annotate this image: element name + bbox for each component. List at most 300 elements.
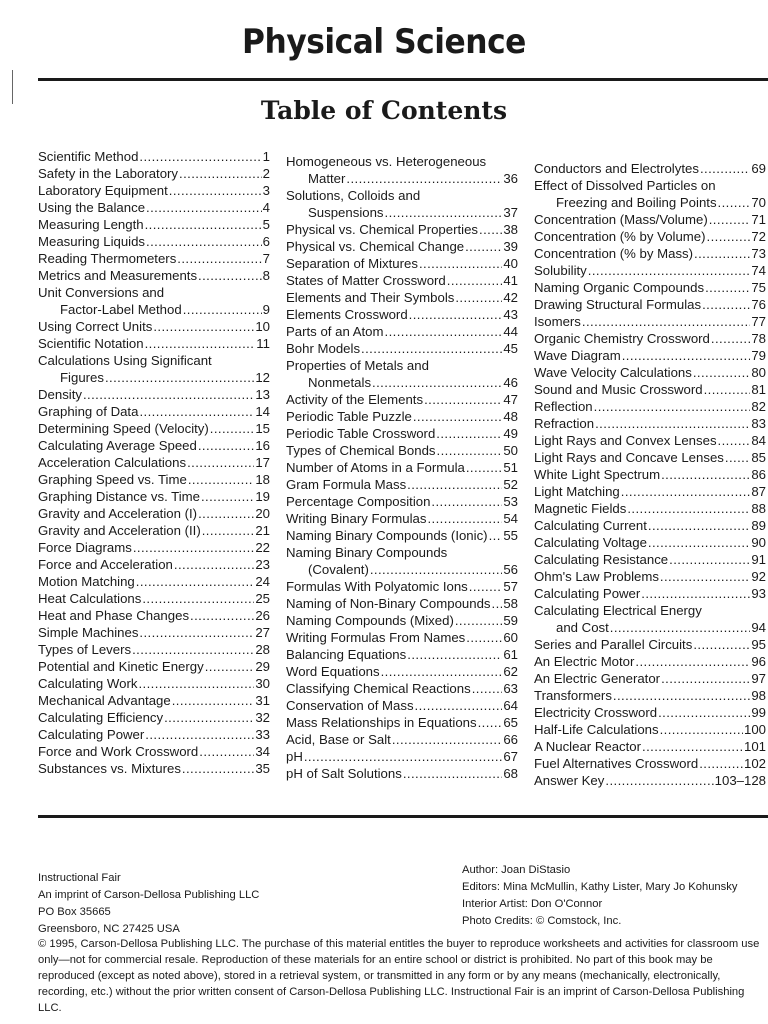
dot-leader <box>139 148 261 165</box>
toc-entry <box>534 177 766 211</box>
toc-page-number: 20 <box>255 506 270 521</box>
toc-entry-title: Balancing Equations <box>286 647 407 662</box>
toc-page-number: 60 <box>503 630 518 645</box>
toc-entry <box>286 272 518 289</box>
toc-page-number: 103–128 <box>714 773 766 788</box>
toc-entry <box>286 612 518 629</box>
toc-entry <box>286 765 518 782</box>
toc-entry <box>38 182 270 199</box>
toc-page-number: 21 <box>255 523 270 538</box>
toc-entry-title: Periodic Table Puzzle <box>286 409 412 424</box>
page-title: Physical Science <box>242 22 526 62</box>
toc-entry <box>534 211 766 228</box>
toc-entry-title: Effect of Dissolved Particles on <box>534 178 716 193</box>
toc-entry-title: Percentage Composition <box>286 494 431 509</box>
toc-entry-title: Calculating Power <box>534 586 641 601</box>
toc-entry <box>286 476 518 493</box>
toc-entry <box>286 187 518 221</box>
dot-leader <box>642 738 743 755</box>
toc-page-number: 64 <box>503 698 518 713</box>
dot-leader <box>660 568 750 585</box>
toc-entry <box>286 663 518 680</box>
toc-page-number: 84 <box>751 433 766 448</box>
toc-entry <box>286 221 518 238</box>
toc-entry <box>38 743 270 760</box>
toc-entry <box>38 284 270 318</box>
toc-page-number: 26 <box>255 608 270 623</box>
toc-page-number: 79 <box>751 348 766 363</box>
toc-page-number: 45 <box>503 341 518 356</box>
dot-leader <box>694 245 750 262</box>
toc-entry <box>38 454 270 471</box>
toc-entry <box>38 658 270 675</box>
dot-leader <box>198 505 254 522</box>
toc-entry-title: Graphing Distance vs. Time <box>38 489 200 504</box>
toc-entry-title: Refraction <box>534 416 595 431</box>
toc-entry <box>534 568 766 585</box>
toc-entry-title: Conservation of Mass <box>286 698 414 713</box>
toc-page-number: 8 <box>262 268 270 283</box>
toc-entry-title: Homogeneous vs. Heterogeneous <box>286 154 487 169</box>
toc-entry <box>38 624 270 641</box>
dot-leader <box>174 556 254 573</box>
toc-entry-title: Reading Thermometers <box>38 251 177 266</box>
toc-page-number: 102 <box>743 756 766 771</box>
toc-entry-title: Calculating Resistance <box>534 552 669 567</box>
dot-leader <box>403 765 503 782</box>
toc-entry-title-cont: and Cost <box>556 620 609 635</box>
dot-leader <box>199 743 254 760</box>
toc-page-number: 82 <box>751 399 766 414</box>
toc-entry <box>534 313 766 330</box>
toc-page-number: 34 <box>255 744 270 759</box>
toc-entry <box>38 556 270 573</box>
toc-page-number: 24 <box>255 574 270 589</box>
toc-entry-title: Mechanical Advantage <box>38 693 171 708</box>
dot-leader <box>455 289 502 306</box>
toc-entry-title: Concentration (% by Volume) <box>534 229 706 244</box>
credit-line: Interior Artist: Don O'Connor <box>462 898 603 910</box>
toc-entry <box>38 250 270 267</box>
dot-leader <box>621 483 751 500</box>
toc-entry-title: Concentration (Mass/Volume) <box>534 212 708 227</box>
toc-entry <box>38 437 270 454</box>
toc-page-number: 72 <box>751 229 766 244</box>
toc-entry-title: Electricity Crossword <box>534 705 658 720</box>
dot-leader <box>183 301 262 318</box>
dot-leader <box>648 517 750 534</box>
toc-entry-title: Solubility <box>534 263 587 278</box>
toc-entry-title: Answer Key <box>534 773 605 788</box>
toc-heading: Table of Contents <box>260 96 508 125</box>
toc-entry <box>286 646 518 663</box>
toc-column-1 <box>38 148 270 777</box>
toc-entry <box>286 544 518 578</box>
toc-entry <box>534 534 766 551</box>
dot-leader <box>419 255 502 272</box>
toc-page-number: 93 <box>751 586 766 601</box>
toc-page-number: 89 <box>751 518 766 533</box>
toc-page-number: 87 <box>751 484 766 499</box>
toc-entry <box>286 493 518 510</box>
toc-entry <box>286 289 518 306</box>
toc-page-number: 88 <box>751 501 766 516</box>
toc-entry <box>38 420 270 437</box>
toc-entry <box>286 442 518 459</box>
toc-entry <box>286 153 518 187</box>
dot-leader <box>424 391 502 408</box>
toc-entry <box>38 607 270 624</box>
toc-entry-title: Wave Diagram <box>534 348 621 363</box>
toc-entry-title: Using Correct Units <box>38 319 153 334</box>
toc-entry <box>286 255 518 272</box>
toc-entry-title: Acceleration Calculations <box>38 455 187 470</box>
toc-entry-title: An Electric Generator <box>534 671 661 686</box>
dot-leader <box>635 653 750 670</box>
toc-entry <box>286 714 518 731</box>
toc-entry-title: Sound and Music Crossword <box>534 382 703 397</box>
toc-entry-title: Light Rays and Concave Lenses <box>534 450 724 465</box>
toc-entry-title: An Electric Motor <box>534 654 635 669</box>
toc-entry-title: Scientific Method <box>38 149 139 164</box>
toc-entry <box>286 238 518 255</box>
dot-leader <box>146 233 262 250</box>
toc-page-number: 57 <box>503 579 518 594</box>
toc-entry <box>38 641 270 658</box>
toc-page-number: 62 <box>503 664 518 679</box>
toc-entry <box>534 687 766 704</box>
toc-page-number: 44 <box>503 324 518 339</box>
toc-entry-title: Types of Levers <box>38 642 132 657</box>
dot-leader <box>145 335 256 352</box>
toc-page-number: 86 <box>751 467 766 482</box>
toc-entry <box>286 459 518 476</box>
toc-entry <box>286 306 518 323</box>
dot-leader <box>610 619 751 636</box>
dot-leader <box>455 612 502 629</box>
dot-leader <box>169 182 262 199</box>
dot-leader <box>153 318 254 335</box>
dot-leader <box>648 534 750 551</box>
toc-entry-title: Unit Conversions and <box>38 285 165 300</box>
toc-entry-title: Drawing Structural Formulas <box>534 297 702 312</box>
dot-leader <box>711 330 750 347</box>
toc-entry <box>286 527 518 544</box>
toc-page-number: 50 <box>503 443 518 458</box>
toc-page-number: 90 <box>751 535 766 550</box>
toc-entry-title: Organic Chemistry Crossword <box>534 331 710 346</box>
dot-leader <box>472 680 503 697</box>
toc-entry <box>286 629 518 646</box>
toc-entry <box>38 675 270 692</box>
toc-page-number: 11 <box>256 336 270 351</box>
dot-leader <box>164 709 254 726</box>
toc-entry-title: Force Diagrams <box>38 540 132 555</box>
toc-page-number: 80 <box>751 365 766 380</box>
toc-page-number: 69 <box>751 161 766 176</box>
toc-entry <box>286 323 518 340</box>
toc-page-number: 5 <box>262 217 270 232</box>
dot-leader <box>413 408 502 425</box>
dot-leader <box>205 658 255 675</box>
toc-page-number: 39 <box>503 239 518 254</box>
toc-page-number: 29 <box>255 659 270 674</box>
toc-page-number: 46 <box>503 375 518 390</box>
dot-leader <box>594 398 751 415</box>
toc-entry-title: Writing Binary Formulas <box>286 511 427 526</box>
toc-page-number: 78 <box>751 331 766 346</box>
toc-entry <box>534 551 766 568</box>
toc-entry-title: Naming Binary Compounds (Ionic) <box>286 528 488 543</box>
toc-page-number: 10 <box>255 319 270 334</box>
toc-entry <box>38 233 270 250</box>
toc-entry-title: Concentration (% by Mass) <box>534 246 694 261</box>
toc-entry-title: Calculating Electrical Energy <box>534 603 702 618</box>
dot-leader <box>605 772 713 789</box>
toc-entry-title: Calculations Using Significant <box>38 353 212 368</box>
dot-leader <box>661 670 750 687</box>
toc-entry-title: Graphing of Data <box>38 404 139 419</box>
toc-page-number: 33 <box>255 727 270 742</box>
toc-entry <box>534 721 766 738</box>
toc-page-number: 36 <box>503 171 518 186</box>
toc-page-number: 16 <box>255 438 270 453</box>
toc-page-number: 51 <box>503 460 518 475</box>
toc-entry <box>534 381 766 398</box>
dot-leader <box>188 471 255 488</box>
toc-entry-title: Measuring Length <box>38 217 144 232</box>
dot-leader <box>588 262 751 279</box>
dot-leader <box>702 296 750 313</box>
toc-entry-title: Bohr Models <box>286 341 361 356</box>
dot-leader <box>407 476 502 493</box>
toc-entry <box>534 449 766 466</box>
toc-entry-title: Properties of Metals and <box>286 358 429 373</box>
toc-entry-title: Safety in the Laboratory <box>38 166 179 181</box>
toc-entry <box>534 415 766 432</box>
toc-page-number: 76 <box>751 297 766 312</box>
toc-entry-title: States of Matter Crossword <box>286 273 446 288</box>
toc-entry <box>38 335 270 352</box>
toc-entry <box>534 262 766 279</box>
toc-entry <box>38 709 270 726</box>
bottom-divider <box>38 815 768 818</box>
toc-entry-title: Fuel Alternatives Crossword <box>534 756 699 771</box>
toc-page-number: 81 <box>751 382 766 397</box>
toc-page-number: 27 <box>255 625 270 640</box>
toc-entry <box>534 364 766 381</box>
dot-leader <box>182 760 254 777</box>
toc-entry <box>534 500 766 517</box>
toc-entry-title: Light Rays and Convex Lenses <box>534 433 717 448</box>
toc-entry-title: Number of Atoms in a Formula <box>286 460 465 475</box>
dot-leader <box>478 714 503 731</box>
toc-entry <box>534 636 766 653</box>
toc-entry <box>38 216 270 233</box>
dot-leader <box>479 221 502 238</box>
toc-entry-title: Force and Work Crossword <box>38 744 199 759</box>
dot-leader <box>469 578 503 595</box>
toc-entry-title: Substances vs. Mixtures <box>38 761 181 776</box>
toc-entry-title: Writing Formulas From Names <box>286 630 466 645</box>
dot-leader <box>198 267 262 284</box>
toc-entry-title: Half-Life Calculations <box>534 722 659 737</box>
toc-entry-title: Acid, Base or Salt <box>286 732 391 747</box>
toc-entry <box>38 726 270 743</box>
toc-page-number: 65 <box>503 715 518 730</box>
toc-entry <box>534 279 766 296</box>
toc-entry <box>534 245 766 262</box>
dot-leader <box>705 279 750 296</box>
toc-entry <box>38 386 270 403</box>
toc-page-number: 73 <box>751 246 766 261</box>
toc-entry-title: Types of Chemical Bonds <box>286 443 436 458</box>
dot-leader <box>198 437 254 454</box>
toc-entry-title: Transformers <box>534 688 612 703</box>
toc-entry-title: Naming Organic Compounds <box>534 280 705 295</box>
toc-entry <box>286 340 518 357</box>
toc-entry <box>38 488 270 505</box>
toc-entry-title: Periodic Table Crossword <box>286 426 436 441</box>
publisher-line: Instructional Fair <box>38 872 121 884</box>
toc-column-3 <box>534 160 766 789</box>
toc-entry-title: Physical vs. Chemical Change <box>286 239 465 254</box>
toc-page-number: 3 <box>262 183 270 198</box>
toc-entry-title: Determining Speed (Velocity) <box>38 421 209 436</box>
toc-entry-title: Simple Machines <box>38 625 139 640</box>
toc-page-number: 35 <box>255 761 270 776</box>
toc-entry-title-cont: Figures <box>60 370 104 385</box>
toc-entry <box>38 148 270 165</box>
toc-page-number: 23 <box>255 557 270 572</box>
toc-entry-title-cont: Nonmetals <box>308 375 372 390</box>
dot-leader <box>661 466 750 483</box>
toc-entry-title: Elements Crossword <box>286 307 408 322</box>
toc-entry <box>286 510 518 527</box>
toc-entry-title-cont: (Covalent) <box>308 562 369 577</box>
toc-entry-title: Naming Compounds (Mixed) <box>286 613 454 628</box>
toc-page-number: 7 <box>262 251 270 266</box>
toc-entry <box>534 330 766 347</box>
toc-page-number: 101 <box>743 739 766 754</box>
credit-line: Photo Credits: © Comstock, Inc. <box>462 915 622 927</box>
toc-entry <box>286 391 518 408</box>
dot-leader <box>622 347 751 364</box>
credit-line: Author: Joan DiStasio <box>462 864 571 876</box>
dot-leader <box>142 590 254 607</box>
toc-page-number: 67 <box>503 749 518 764</box>
toc-entry-title-cont: Factor-Label Method <box>60 302 182 317</box>
toc-entry-title: Using the Balance <box>38 200 146 215</box>
dot-leader <box>409 306 503 323</box>
dot-leader <box>385 323 503 340</box>
toc-page-number: 71 <box>751 212 766 227</box>
credit-line: Editors: Mina McMullin, Kathy Lister, Mary Jo Kohunsky <box>462 881 738 893</box>
toc-page-number: 4 <box>262 200 270 215</box>
toc-entry-title: Naming Binary Compounds <box>286 545 448 560</box>
toc-entry-title: Gram Formula Mass <box>286 477 407 492</box>
toc-page-number: 25 <box>255 591 270 606</box>
dot-leader <box>427 510 502 527</box>
toc-entry <box>534 653 766 670</box>
toc-page-number: 68 <box>503 766 518 781</box>
toc-page-number: 53 <box>503 494 518 509</box>
toc-entry <box>534 670 766 687</box>
dot-leader <box>704 381 751 398</box>
toc-page-number: 14 <box>255 404 270 419</box>
toc-page-number: 70 <box>751 195 766 210</box>
toc-entry <box>38 352 270 386</box>
toc-entry <box>286 697 518 714</box>
toc-page-number: 48 <box>503 409 518 424</box>
dot-leader <box>415 697 503 714</box>
toc-page-number: 12 <box>255 370 270 385</box>
toc-entry <box>286 731 518 748</box>
dot-leader <box>718 432 751 449</box>
toc-page-number: 74 <box>751 263 766 278</box>
toc-page-number: 47 <box>503 392 518 407</box>
toc-entry <box>286 680 518 697</box>
toc-page-number: 17 <box>255 455 270 470</box>
dot-leader <box>613 687 750 704</box>
dot-leader <box>83 386 254 403</box>
toc-entry <box>534 602 766 636</box>
dot-leader <box>172 692 255 709</box>
dot-leader <box>392 731 503 748</box>
toc-entry-title: Calculating Current <box>534 518 647 533</box>
toc-page-number: 30 <box>255 676 270 691</box>
toc-entry-title-cont: Suspensions <box>308 205 384 220</box>
dot-leader <box>139 624 254 641</box>
toc-entry-title: Calculating Average Speed <box>38 438 197 453</box>
toc-page-number: 38 <box>503 222 518 237</box>
dot-leader <box>725 449 750 466</box>
toc-entry <box>38 471 270 488</box>
dot-leader <box>201 488 254 505</box>
toc-entry-title: Series and Parallel Circuits <box>534 637 693 652</box>
publisher-line: Greensboro, NC 27425 USA <box>38 923 180 935</box>
toc-entry-title: Density <box>38 387 82 402</box>
dot-leader <box>136 573 255 590</box>
toc-entry-title: Calculating Voltage <box>534 535 647 550</box>
credits-info <box>462 862 768 930</box>
publisher-line: An imprint of Carson-Dellosa Publishing LLC <box>38 889 260 901</box>
toc-page-number: 91 <box>751 552 766 567</box>
dot-leader <box>370 561 502 578</box>
toc-entry <box>286 595 518 612</box>
toc-entry <box>38 539 270 556</box>
toc-entry <box>38 267 270 284</box>
toc-entry-title: Activity of the Elements <box>286 392 424 407</box>
toc-entry <box>534 772 766 789</box>
toc-page-number: 52 <box>503 477 518 492</box>
dot-leader <box>145 216 262 233</box>
toc-page-number: 66 <box>503 732 518 747</box>
toc-entry-title: Calculating Work <box>38 676 138 691</box>
toc-entry <box>38 505 270 522</box>
toc-entry <box>38 403 270 420</box>
publisher-info <box>38 870 398 938</box>
toc-entry <box>534 517 766 534</box>
toc-page-number: 15 <box>255 421 270 436</box>
dot-leader <box>202 522 255 539</box>
toc-entry-title: Scientific Notation <box>38 336 144 351</box>
toc-entry-title: Gravity and Acceleration (I) <box>38 506 198 521</box>
toc-entry-title: Calculating Power <box>38 727 145 742</box>
toc-page-number: 54 <box>503 511 518 526</box>
dot-leader <box>138 675 254 692</box>
toc-entry <box>286 748 518 765</box>
